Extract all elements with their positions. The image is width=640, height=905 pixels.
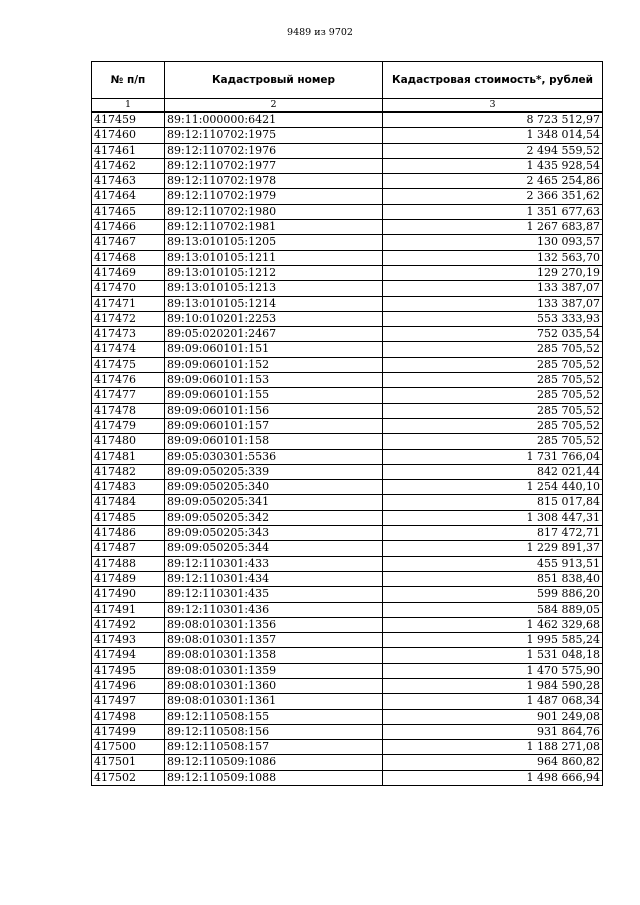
- row-number-cell: 417487: [92, 541, 165, 556]
- row-number-cell: 417501: [92, 755, 165, 770]
- cadastral-value-cell: 1 498 666,94: [383, 770, 603, 785]
- row-number-cell: 417465: [92, 204, 165, 219]
- row-number-cell: 417482: [92, 464, 165, 479]
- table-row: [92, 143, 603, 158]
- row-number-cell: 417500: [92, 740, 165, 755]
- table-row: [92, 755, 603, 770]
- row-number-cell: 417485: [92, 510, 165, 525]
- table-row: [92, 740, 603, 755]
- cadastral-number-cell: 89:13:010105:1214: [165, 296, 383, 311]
- cadastral-value-cell: 931 864,76: [383, 724, 603, 739]
- cadastral-number-cell: 89:09:050205:340: [165, 480, 383, 495]
- cadastral-number-cell: 89:08:010301:1356: [165, 617, 383, 632]
- cadastral-number-cell: 89:09:060101:152: [165, 357, 383, 372]
- row-number-cell: 417489: [92, 571, 165, 586]
- cadastral-value-cell: 851 838,40: [383, 571, 603, 586]
- cadastral-value-cell: 2 465 254,86: [383, 174, 603, 189]
- row-number-cell: 417490: [92, 587, 165, 602]
- table-header-row: [92, 62, 603, 99]
- cadastral-number-cell: 89:12:110508:155: [165, 709, 383, 724]
- column-number-row: [92, 99, 603, 113]
- cadastral-value-cell: 1 731 766,04: [383, 449, 603, 464]
- cadastral-number-cell: 89:13:010105:1213: [165, 281, 383, 296]
- page-number-header: 9489 из 9702: [287, 27, 353, 38]
- table-row: [92, 510, 603, 525]
- table-row: [92, 388, 603, 403]
- table-row: [92, 480, 603, 495]
- cadastral-value-cell: 8 723 512,97: [383, 112, 603, 128]
- cadastral-number-cell: 89:08:010301:1360: [165, 678, 383, 693]
- cadastral-number-cell: 89:09:050205:339: [165, 464, 383, 479]
- table-row: [92, 434, 603, 449]
- row-number-cell: 417493: [92, 633, 165, 648]
- cadastral-value-cell: 901 249,08: [383, 709, 603, 724]
- table-row: [92, 342, 603, 357]
- cadastral-value-cell: 285 705,52: [383, 434, 603, 449]
- table-row: [92, 449, 603, 464]
- row-number-cell: 417462: [92, 158, 165, 173]
- cadastral-number-cell: 89:13:010105:1212: [165, 265, 383, 280]
- cadastral-number-cell: 89:05:030301:5536: [165, 449, 383, 464]
- table-row: [92, 250, 603, 265]
- table-row: [92, 112, 603, 128]
- cadastral-value-cell: 1 348 014,54: [383, 128, 603, 143]
- row-number-cell: 417478: [92, 403, 165, 418]
- row-number-cell: 417499: [92, 724, 165, 739]
- cadastral-value-cell: 129 270,19: [383, 265, 603, 280]
- table-row: [92, 327, 603, 342]
- table-row: [92, 602, 603, 617]
- cadastral-value-cell: 815 017,84: [383, 495, 603, 510]
- row-number-cell: 417466: [92, 220, 165, 235]
- cadastral-value-cell: 1 229 891,37: [383, 541, 603, 556]
- cadastral-value-cell: 1 254 440,10: [383, 480, 603, 495]
- cadastral-number-cell: 89:12:110702:1981: [165, 220, 383, 235]
- table-row: [92, 556, 603, 571]
- cadastral-number-cell: 89:09:060101:153: [165, 373, 383, 388]
- cadastral-value-cell: 1 995 585,24: [383, 633, 603, 648]
- table-row: [92, 770, 603, 785]
- row-number-cell: 417461: [92, 143, 165, 158]
- table-row: [92, 571, 603, 586]
- row-number-cell: 417483: [92, 480, 165, 495]
- cadastral-number-cell: 89:09:050205:342: [165, 510, 383, 525]
- cadastral-number-cell: 89:12:110301:436: [165, 602, 383, 617]
- cadastral-value-cell: 285 705,52: [383, 403, 603, 418]
- cadastral-value-cell: 1 470 575,90: [383, 663, 603, 678]
- header-cadastral-number: Кадастровый номер: [165, 62, 383, 99]
- cadastral-number-cell: 89:09:060101:158: [165, 434, 383, 449]
- cadastral-value-cell: 599 886,20: [383, 587, 603, 602]
- table-row: [92, 495, 603, 510]
- table-body: [92, 112, 603, 786]
- cadastral-number-cell: 89:08:010301:1361: [165, 694, 383, 709]
- column-number: 3: [383, 99, 603, 113]
- column-number: 1: [92, 99, 165, 113]
- table-row: [92, 464, 603, 479]
- cadastral-number-cell: 89:09:060101:156: [165, 403, 383, 418]
- table-row: [92, 678, 603, 693]
- cadastral-number-cell: 89:08:010301:1357: [165, 633, 383, 648]
- cadastral-number-cell: 89:09:050205:343: [165, 526, 383, 541]
- cadastral-value-cell: 584 889,05: [383, 602, 603, 617]
- cadastral-value-cell: 285 705,52: [383, 418, 603, 433]
- row-number-cell: 417498: [92, 709, 165, 724]
- cadastral-number-cell: 89:13:010105:1205: [165, 235, 383, 250]
- row-number-cell: 417463: [92, 174, 165, 189]
- cadastral-value-cell: 1 462 329,68: [383, 617, 603, 632]
- cadastral-number-cell: 89:09:060101:155: [165, 388, 383, 403]
- cadastral-value-cell: 842 021,44: [383, 464, 603, 479]
- cadastral-value-cell: 1 531 048,18: [383, 648, 603, 663]
- table-row: [92, 403, 603, 418]
- table-row: [92, 357, 603, 372]
- cadastral-value-cell: 285 705,52: [383, 388, 603, 403]
- table-row: [92, 296, 603, 311]
- cadastral-value-cell: 1 267 683,87: [383, 220, 603, 235]
- cadastral-value-cell: 752 035,54: [383, 327, 603, 342]
- row-number-cell: 417479: [92, 418, 165, 433]
- cadastral-value-cell: 455 913,51: [383, 556, 603, 571]
- cadastral-number-cell: 89:09:050205:344: [165, 541, 383, 556]
- table-row: [92, 617, 603, 632]
- table-row: [92, 311, 603, 326]
- table-row: [92, 648, 603, 663]
- cadastral-number-cell: 89:12:110702:1976: [165, 143, 383, 158]
- cadastral-value-cell: 1 188 271,08: [383, 740, 603, 755]
- cadastral-value-cell: 1 487 068,34: [383, 694, 603, 709]
- row-number-cell: 417464: [92, 189, 165, 204]
- cadastral-number-cell: 89:12:110702:1978: [165, 174, 383, 189]
- cadastral-value-cell: 553 333,93: [383, 311, 603, 326]
- row-number-cell: 417484: [92, 495, 165, 510]
- table-row: [92, 418, 603, 433]
- cadastral-number-cell: 89:09:060101:151: [165, 342, 383, 357]
- cadastral-value-cell: 1 984 590,28: [383, 678, 603, 693]
- cadastral-number-cell: 89:09:060101:157: [165, 418, 383, 433]
- cadastral-value-cell: 133 387,07: [383, 296, 603, 311]
- table-row: [92, 587, 603, 602]
- row-number-cell: 417468: [92, 250, 165, 265]
- table-row: [92, 281, 603, 296]
- cadastral-number-cell: 89:08:010301:1359: [165, 663, 383, 678]
- cadastral-value-cell: 1 351 677,63: [383, 204, 603, 219]
- row-number-cell: 417492: [92, 617, 165, 632]
- table-row: [92, 220, 603, 235]
- cadastral-value-cell: 130 093,57: [383, 235, 603, 250]
- cadastral-number-cell: 89:12:110702:1980: [165, 204, 383, 219]
- table-row: [92, 633, 603, 648]
- row-number-cell: 417491: [92, 602, 165, 617]
- row-number-cell: 417467: [92, 235, 165, 250]
- table-row: [92, 265, 603, 280]
- cadastral-value-cell: 132 563,70: [383, 250, 603, 265]
- table-row: [92, 541, 603, 556]
- cadastral-value-cell: 285 705,52: [383, 357, 603, 372]
- cadastral-number-cell: 89:12:110509:1086: [165, 755, 383, 770]
- cadastral-number-cell: 89:12:110509:1088: [165, 770, 383, 785]
- row-number-cell: 417471: [92, 296, 165, 311]
- row-number-cell: 417473: [92, 327, 165, 342]
- table-row: [92, 189, 603, 204]
- cadastral-number-cell: 89:13:010105:1211: [165, 250, 383, 265]
- table-row: [92, 526, 603, 541]
- row-number-cell: 417460: [92, 128, 165, 143]
- cadastral-value-cell: 1 435 928,54: [383, 158, 603, 173]
- cadastral-value-cell: 2 494 559,52: [383, 143, 603, 158]
- row-number-cell: 417480: [92, 434, 165, 449]
- row-number-cell: 417496: [92, 678, 165, 693]
- row-number-cell: 417488: [92, 556, 165, 571]
- cadastral-number-cell: 89:09:050205:341: [165, 495, 383, 510]
- table-row: [92, 373, 603, 388]
- cadastral-number-cell: 89:12:110702:1977: [165, 158, 383, 173]
- row-number-cell: 417459: [92, 112, 165, 128]
- cadastral-value-table: [91, 61, 603, 786]
- row-number-cell: 417486: [92, 526, 165, 541]
- row-number-cell: 417472: [92, 311, 165, 326]
- cadastral-value-cell: 285 705,52: [383, 342, 603, 357]
- table-row: [92, 174, 603, 189]
- row-number-cell: 417474: [92, 342, 165, 357]
- table-row: [92, 709, 603, 724]
- table-row: [92, 694, 603, 709]
- cadastral-value-cell: 964 860,82: [383, 755, 603, 770]
- row-number-cell: 417497: [92, 694, 165, 709]
- row-number-cell: 417469: [92, 265, 165, 280]
- header-cadastral-value: Кадастровая стоимость*, рублей: [383, 62, 603, 99]
- row-number-cell: 417475: [92, 357, 165, 372]
- cadastral-value-cell: 285 705,52: [383, 373, 603, 388]
- cadastral-number-cell: 89:12:110702:1975: [165, 128, 383, 143]
- row-number-cell: 417481: [92, 449, 165, 464]
- cadastral-value-cell: 2 366 351,62: [383, 189, 603, 204]
- cadastral-number-cell: 89:12:110301:435: [165, 587, 383, 602]
- cadastral-value-cell: 1 308 447,31: [383, 510, 603, 525]
- cadastral-number-cell: 89:12:110702:1979: [165, 189, 383, 204]
- row-number-cell: 417470: [92, 281, 165, 296]
- header-row-number: № п/п: [92, 62, 165, 99]
- cadastral-number-cell: 89:12:110508:156: [165, 724, 383, 739]
- cadastral-value-cell: 133 387,07: [383, 281, 603, 296]
- cadastral-number-cell: 89:10:010201:2253: [165, 311, 383, 326]
- table-row: [92, 663, 603, 678]
- row-number-cell: 417502: [92, 770, 165, 785]
- table-row: [92, 128, 603, 143]
- cadastral-number-cell: 89:12:110301:433: [165, 556, 383, 571]
- row-number-cell: 417494: [92, 648, 165, 663]
- column-number: 2: [165, 99, 383, 113]
- cadastral-number-cell: 89:12:110301:434: [165, 571, 383, 586]
- table-row: [92, 204, 603, 219]
- table-row: [92, 724, 603, 739]
- cadastral-number-cell: 89:12:110508:157: [165, 740, 383, 755]
- table-row: [92, 158, 603, 173]
- table-row: [92, 235, 603, 250]
- row-number-cell: 417476: [92, 373, 165, 388]
- cadastral-number-cell: 89:08:010301:1358: [165, 648, 383, 663]
- row-number-cell: 417477: [92, 388, 165, 403]
- row-number-cell: 417495: [92, 663, 165, 678]
- cadastral-value-cell: 817 472,71: [383, 526, 603, 541]
- cadastral-number-cell: 89:05:020201:2467: [165, 327, 383, 342]
- cadastral-number-cell: 89:11:000000:6421: [165, 112, 383, 128]
